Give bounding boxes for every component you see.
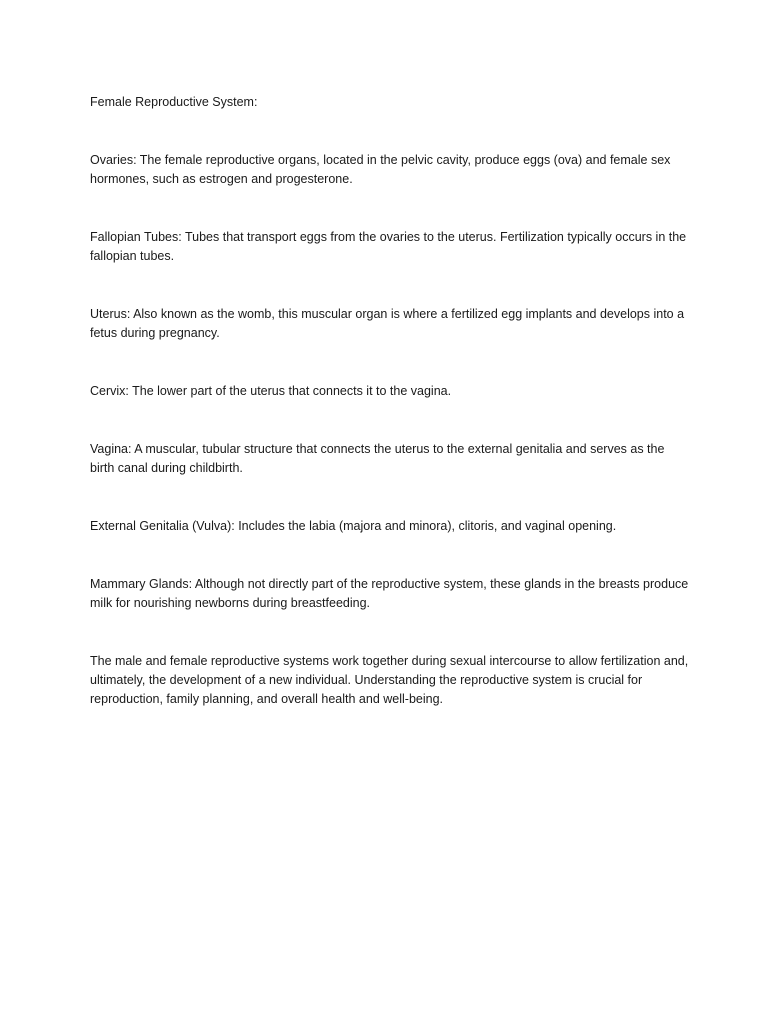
document-title: Female Reproductive System:	[90, 95, 258, 109]
paragraph-cervix: Cervix: The lower part of the uterus that connects it to the vagina.	[90, 384, 452, 398]
paragraph-vagina: Vagina: A muscular, tubular structure that connects the uterus to the external genitalia and serves as the birth canal during childbirth.	[90, 442, 665, 475]
paragraph-fallopian-tubes: Fallopian Tubes: Tubes that transport eggs from the ovaries to the uterus. Fertilization typically occurs in the fallopian tubes.	[90, 230, 687, 263]
paragraph-uterus: Uterus: Also known as the womb, this muscular organ is where a fertilized egg implants and develops into a fetus during pregnancy.	[90, 307, 685, 340]
paragraph-external-genitalia: External Genitalia (Vulva): Includes the labia (majora and minora), clitoris, and vaginal opening.	[90, 519, 617, 533]
paragraph-mammary-glands: Mammary Glands: Although not directly part of the reproductive system, these glands in the breasts produce milk for nourishing newborns during breastfeeding.	[90, 577, 689, 610]
paragraph-ovaries: Ovaries: The female reproductive organs, located in the pelvic cavity, produce eggs (ova) and female sex hormones, such as estrogen and progesterone.	[90, 153, 671, 186]
paragraph-closing: The male and female reproductive systems work together during sexual intercourse to allow fertilization and, ultimately, the development of a new individual. Understanding the reproductive system is crucial for reproduction, family planning, and overall health and well-being.	[90, 654, 689, 706]
